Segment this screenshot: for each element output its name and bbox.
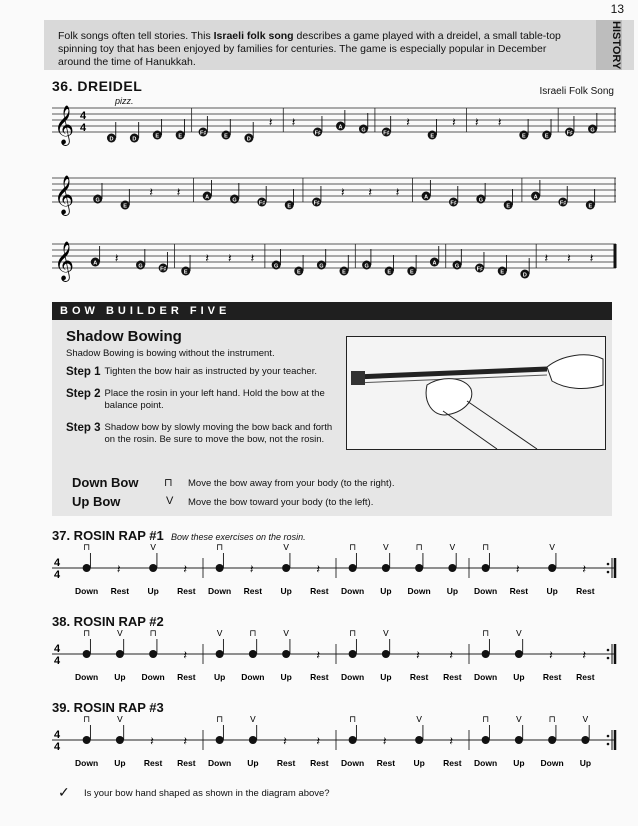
step-1: Step 1 Tighten the bow hair as instructed by your teacher. <box>66 366 317 378</box>
quarter-rest: 𝄽 <box>449 734 454 748</box>
song-staff-2 <box>52 170 618 220</box>
quarter-rest: 𝄽 <box>227 251 232 265</box>
note-name: G <box>232 197 237 204</box>
note-name: F♯ <box>258 200 265 207</box>
note-name: G <box>590 127 595 134</box>
note-name: G <box>478 197 483 204</box>
checkmark-icon: ✓ <box>58 784 70 800</box>
note-name: D <box>246 136 251 143</box>
down-bow-mark: ⊓ <box>149 630 157 638</box>
note-name: F♯ <box>383 130 390 137</box>
exercise-38-staff <box>52 630 618 688</box>
quarter-rest: 𝄽 <box>515 562 520 576</box>
rhythm-label: Down <box>341 672 365 682</box>
rhythm-note <box>349 650 357 658</box>
shadow-bowing-heading: Shadow Bowing <box>66 328 182 345</box>
rhythm-label: Up <box>513 758 525 768</box>
rhythm-label: Down <box>208 586 232 596</box>
time-signature-bottom: 4 <box>54 741 61 753</box>
quarter-rest: 𝄽 <box>149 185 154 199</box>
quarter-rest: 𝄽 <box>183 562 188 576</box>
quarter-rest: 𝄽 <box>116 562 121 576</box>
rhythm-label: Up <box>446 586 459 596</box>
up-bow-mark: V <box>449 544 456 552</box>
note-name: E <box>287 203 292 210</box>
rhythm-label: Up <box>114 672 126 682</box>
note-name: D <box>132 136 137 143</box>
rhythm-label: Rest <box>576 586 595 596</box>
up-bow-mark: V <box>150 544 157 552</box>
rhythm-note <box>482 564 490 572</box>
exercise-37-staff <box>52 544 618 602</box>
quarter-rest: 𝄽 <box>268 115 273 129</box>
rhythm-label: Rest <box>276 758 296 768</box>
treble-clef-icon: 𝄞 <box>54 241 75 281</box>
down-bow-mark: ⊓ <box>482 716 490 724</box>
rhythm-label: Up <box>380 672 392 682</box>
rhythm-label: Down <box>540 758 564 768</box>
rhythm-note <box>83 736 91 744</box>
bow-on-rosin-illustration <box>346 336 606 450</box>
note-name: G <box>95 197 100 204</box>
note-name: E <box>521 133 526 140</box>
down-bow-mark: ⊓ <box>83 544 91 552</box>
repeat-dot <box>607 743 610 746</box>
note-name: F♯ <box>314 130 321 137</box>
note-name: E <box>342 269 346 276</box>
down-bow-mark: ⊓ <box>83 630 91 638</box>
up-bow-mark: V <box>515 716 522 724</box>
rhythm-note <box>116 650 124 658</box>
note-name: G <box>454 263 460 270</box>
rhythm-note <box>216 736 224 744</box>
rhythm-note <box>249 736 257 744</box>
rhythm-note <box>482 650 490 658</box>
up-bow-mark: V <box>382 544 389 552</box>
down-bow-description: Move the bow away from your body (to the right). <box>188 478 395 489</box>
pizz-marking: pizz. <box>115 96 134 106</box>
note-name: E <box>430 133 435 140</box>
rhythm-note <box>349 736 357 744</box>
note-name: E <box>123 203 127 210</box>
rhythm-label: Up <box>247 758 259 768</box>
quarter-rest: 𝄽 <box>291 115 296 129</box>
time-signature-bottom: 4 <box>54 569 61 581</box>
rhythm-note <box>282 564 290 572</box>
rhythm-note <box>581 736 589 744</box>
page-number: 13 <box>610 2 624 16</box>
rhythm-note <box>116 736 124 744</box>
rhythm-label: Up <box>513 672 525 682</box>
repeat-dot <box>607 571 610 574</box>
exercise-39-staff <box>52 716 618 774</box>
down-bow-mark: ⊓ <box>548 716 556 724</box>
rhythm-label: Down <box>474 586 498 596</box>
quarter-rest: 𝄽 <box>183 734 188 748</box>
rhythm-note <box>349 564 357 572</box>
note-name: D <box>522 272 527 279</box>
rhythm-note <box>83 650 91 658</box>
treble-clef-icon: 𝄞 <box>54 175 75 215</box>
note-name: E <box>409 269 414 276</box>
rhythm-note <box>515 736 523 744</box>
quarter-rest: 𝄽 <box>114 251 119 265</box>
rhythm-label: Up <box>579 758 592 768</box>
down-bow-mark: ⊓ <box>216 544 224 552</box>
rhythm-label: Up <box>380 586 392 596</box>
rhythm-label: Rest <box>310 758 329 768</box>
step-2: Step 2 Place the rosin in your left hand. Hold the bow at the balance point. <box>66 388 325 411</box>
note-name: E <box>387 269 392 276</box>
note-name: A <box>205 194 210 201</box>
quarter-rest: 𝄽 <box>250 251 255 265</box>
rhythm-note <box>382 564 390 572</box>
rhythm-label: Rest <box>243 586 263 596</box>
quarter-rest: 𝄽 <box>416 648 420 662</box>
up-bow-mark: V <box>582 716 589 724</box>
quarter-rest: 𝄽 <box>582 562 587 576</box>
time-signature-bottom: 4 <box>80 122 87 134</box>
time-signature-top: 4 <box>54 729 61 741</box>
footer-question: Is your bow hand shaped as shown in the diagram above? <box>84 788 330 799</box>
rhythm-label: Rest <box>409 672 429 682</box>
exercise-39-title: 39. ROSIN RAP #3 <box>52 700 164 715</box>
note-name: F♯ <box>566 130 573 137</box>
note-name: F♯ <box>160 266 167 273</box>
song-staff-3 <box>52 236 618 286</box>
rhythm-note <box>548 564 556 572</box>
song-title: 36. DREIDEL <box>52 78 143 94</box>
repeat-dot <box>607 657 610 660</box>
quarter-rest: 𝄽 <box>176 185 181 199</box>
time-signature-top: 4 <box>54 643 61 655</box>
up-bow-mark: V <box>283 544 290 552</box>
up-bow-mark: V <box>515 630 522 638</box>
repeat-dot <box>607 649 610 652</box>
quarter-rest: 𝄽 <box>544 251 549 265</box>
up-bow-mark: V <box>216 630 223 638</box>
quarter-rest: 𝄽 <box>316 562 321 576</box>
rhythm-note <box>448 564 456 572</box>
rhythm-note <box>415 564 423 572</box>
time-signature-top: 4 <box>80 110 87 122</box>
rhythm-label: Down <box>75 758 99 768</box>
note-name: E <box>183 269 188 276</box>
down-bow-symbol: ⊓ <box>164 477 173 489</box>
up-bow-description: Move the bow toward your body (to the left). <box>188 497 374 508</box>
rhythm-note <box>216 564 224 572</box>
exercise-38-title: 38. ROSIN RAP #2 <box>52 614 164 629</box>
time-signature-top: 4 <box>54 557 61 569</box>
quarter-rest: 𝄽 <box>406 115 410 129</box>
history-tab: HISTORY <box>596 20 622 70</box>
note-name: F♯ <box>559 200 567 207</box>
note-name: E <box>178 133 183 140</box>
note-name: A <box>533 194 538 201</box>
note-name: A <box>424 194 429 201</box>
rhythm-note <box>515 650 523 658</box>
quarter-rest: 𝄽 <box>449 648 454 662</box>
note-name: F♯ <box>450 200 457 207</box>
rhythm-note <box>216 650 224 658</box>
rhythm-note <box>282 650 290 658</box>
rhythm-label: Rest <box>576 672 595 682</box>
rhythm-label: Up <box>280 672 292 682</box>
quarter-rest: 𝄽 <box>549 648 553 662</box>
down-bow-mark: ⊓ <box>415 544 423 552</box>
up-bow-mark: V <box>416 716 423 724</box>
quarter-rest: 𝄽 <box>452 115 456 129</box>
quarter-rest: 𝄽 <box>589 251 594 265</box>
quarter-rest: 𝄽 <box>283 734 287 748</box>
note-name: A <box>432 260 437 267</box>
song-origin: Israeli Folk Song <box>539 86 614 97</box>
rhythm-label: Up <box>413 758 425 768</box>
rhythm-label: Rest <box>310 586 329 596</box>
quarter-rest: 𝄽 <box>249 562 254 576</box>
rhythm-label: Rest <box>177 672 196 682</box>
rhythm-note <box>415 736 423 744</box>
quarter-rest: 𝄽 <box>316 734 321 748</box>
note-name: F♯ <box>200 130 207 137</box>
rhythm-label: Down <box>341 586 365 596</box>
note-name: D <box>109 136 114 143</box>
rhythm-label: Rest <box>376 758 396 768</box>
rhythm-label: Up <box>114 758 126 768</box>
rhythm-label: Up <box>213 672 226 682</box>
down-bow-mark: ⊓ <box>83 716 91 724</box>
rhythm-label: Rest <box>177 758 196 768</box>
down-bow-mark: ⊓ <box>482 630 490 638</box>
note-name: E <box>544 133 549 140</box>
rhythm-note <box>149 650 157 658</box>
note-name: E <box>588 203 593 210</box>
rhythm-label: Down <box>141 672 165 682</box>
quarter-rest: 𝄽 <box>150 734 154 748</box>
rhythm-label: Down <box>75 672 99 682</box>
step-3: Step 3 Shadow bow by slowly moving the bow back and forth on the rosin. Be sure to move the bow, not the rosin. <box>66 422 333 445</box>
rhythm-note <box>149 564 157 572</box>
quarter-rest: 𝄽 <box>382 734 387 748</box>
rhythm-label: Rest <box>177 586 196 596</box>
note-name: E <box>224 133 228 140</box>
down-bow-mark: ⊓ <box>349 544 357 552</box>
treble-clef-icon: 𝄞 <box>54 105 75 145</box>
rhythm-note <box>382 650 390 658</box>
note-name: G <box>138 263 143 270</box>
quarter-rest: 𝄽 <box>395 185 400 199</box>
quarter-rest: 𝄽 <box>567 251 571 265</box>
rhythm-label: Down <box>241 672 265 682</box>
note-name: A <box>338 124 343 131</box>
up-bow-mark: V <box>382 630 389 638</box>
up-bow-mark: V <box>116 630 123 638</box>
quarter-rest: 𝄽 <box>205 251 210 265</box>
repeat-dot <box>607 563 610 566</box>
up-bow-mark: V <box>249 716 256 724</box>
down-bow-mark: ⊓ <box>482 544 490 552</box>
exercise-37-title: 37. ROSIN RAP #1 Bow these exercises on the rosin. <box>52 528 306 543</box>
down-bow-mark: ⊓ <box>249 630 257 638</box>
down-bow-mark: ⊓ <box>349 716 357 724</box>
history-text: Folk songs often tell stories. This Israeli folk song describes a game played with a dreidel, a small table-top spinning toy that has been enjoyed by families for centuries. The game is especially popular in December around the time of Hanukkah. <box>58 30 561 68</box>
quarter-rest: 𝄽 <box>368 185 373 199</box>
time-signature-bottom: 4 <box>54 655 61 667</box>
quarter-rest: 𝄽 <box>582 648 587 662</box>
up-bow-mark: V <box>283 630 290 638</box>
rhythm-label: Rest <box>443 672 462 682</box>
rhythm-label: Up <box>280 586 292 596</box>
rhythm-label: Down <box>474 758 498 768</box>
quarter-rest: 𝄽 <box>316 648 321 662</box>
rhythm-label: Rest <box>110 586 130 596</box>
note-name: E <box>506 203 511 210</box>
rhythm-note <box>249 650 257 658</box>
note-name: G <box>361 127 366 134</box>
rhythm-note <box>548 736 556 744</box>
rhythm-label: Down <box>75 586 99 596</box>
note-name: A <box>93 260 98 267</box>
bow-builder-banner: BOW BUILDER FIVE <box>52 302 612 320</box>
note-name: G <box>319 263 324 270</box>
up-bow-term: Up Bow <box>72 494 121 509</box>
note-name: E <box>500 269 505 276</box>
note-name: F♯ <box>313 200 320 207</box>
down-bow-mark: ⊓ <box>349 630 357 638</box>
rhythm-label: Down <box>474 672 498 682</box>
quarter-rest: 𝄽 <box>475 115 479 129</box>
rhythm-note <box>83 564 91 572</box>
rhythm-label: Up <box>546 586 558 596</box>
up-bow-symbol: V <box>166 495 174 507</box>
rhythm-note <box>482 736 490 744</box>
rhythm-label: Rest <box>443 758 462 768</box>
up-bow-mark: V <box>549 544 556 552</box>
down-bow-mark: ⊓ <box>216 716 224 724</box>
song-staff-1 <box>52 100 618 150</box>
quarter-rest: 𝄽 <box>497 115 502 129</box>
note-name: F♯ <box>476 266 483 273</box>
down-bow-term: Down Bow <box>72 475 139 490</box>
rhythm-label: Rest <box>509 586 529 596</box>
quarter-rest: 𝄽 <box>341 185 345 199</box>
rhythm-label: Down <box>407 586 431 596</box>
rhythm-label: Rest <box>310 672 329 682</box>
shadow-bowing-intro: Shadow Bowing is bowing without the instrument. <box>66 348 275 359</box>
rhythm-label: Down <box>341 758 365 768</box>
quarter-rest: 𝄽 <box>183 648 188 662</box>
note-name: E <box>155 133 160 140</box>
rhythm-label: Down <box>208 758 232 768</box>
note-name: E <box>296 269 301 276</box>
note-name: G <box>274 263 279 270</box>
up-bow-mark: V <box>116 716 123 724</box>
repeat-dot <box>607 735 610 738</box>
rhythm-label: Up <box>147 586 159 596</box>
rhythm-label: Rest <box>542 672 562 682</box>
note-name: G <box>364 263 369 270</box>
rhythm-label: Rest <box>143 758 163 768</box>
